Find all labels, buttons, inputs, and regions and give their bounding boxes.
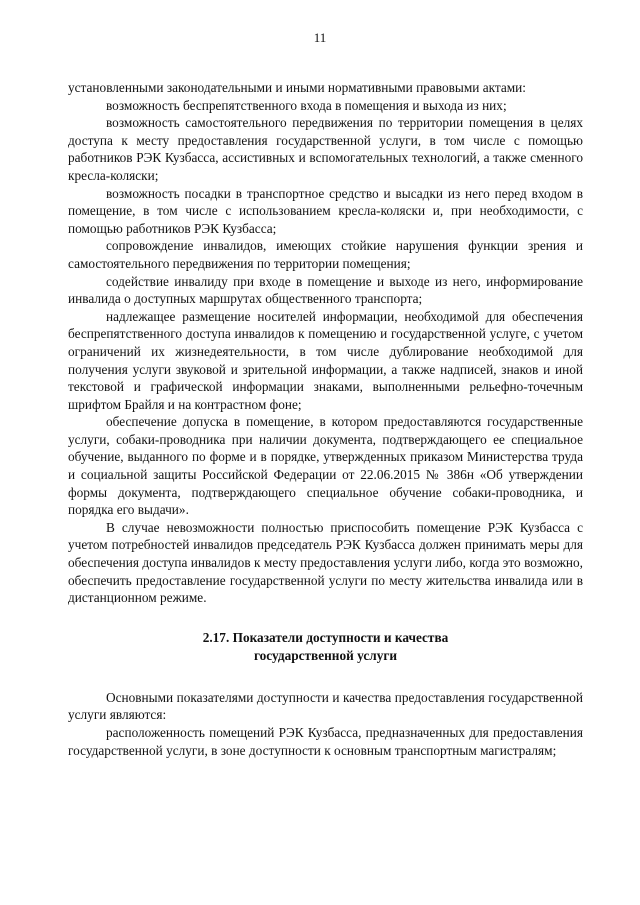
page-number: 11 bbox=[313, 30, 327, 45]
section-heading-line: 2.17. Показатели доступности и качества bbox=[202, 629, 449, 645]
paragraph: сопровождение инвалидов, имеющих стойкие нарушения функции зрения и самостоятельного передвижения по территории помещения; bbox=[68, 238, 583, 271]
section-heading bbox=[68, 629, 583, 665]
document-body bbox=[68, 79, 583, 759]
paragraph: возможность самостоятельного передвижения по территории помещения в целях доступа к месту предоставления государственной услуги, в том числе с помощью работников РЭК Кузбасса, ассистивных и вспомогательных технологий, а также сменного кресла-коляски; bbox=[68, 115, 583, 183]
paragraph: содействие инвалиду при входе в помещение и выходе из него, информирование инвалида о доступных маршрутах общественного транспорта; bbox=[68, 273, 583, 307]
paragraph: возможность беспрепятственного входа в помещения и выхода из них; bbox=[106, 97, 507, 113]
paragraph: Основными показателями доступности и качества предоставления государственной услуги являются: bbox=[68, 689, 583, 723]
paragraph: обеспечение допуска в помещение, в котором предоставляются государственные услуги, собаки-проводника при наличии документа, подтверждающего ее специальное обучение, выданного по форме и в порядке, утвержденных приказом Министерства труда и социальной защиты Российской Федерации от 22.06.2015 № 386н «Об утверждении формы документа, подтверждающего специальное обучение собаки-проводника, и порядка его выдачи». bbox=[68, 414, 583, 518]
paragraph: надлежащее размещение носителей информации, необходимой для обеспечения беспрепятственного доступа инвалидов к помещению и государственной услуге, с учетом ограничений их жизнедеятельности, в том числе дублирование необходимой для получения услуги звуковой и зрительной информации, а также надписей, знаков и иной текстовой и графической информации знаками, выполненными рельефно-точечным шрифтом Брайля и на контрастном фоне; bbox=[68, 308, 583, 412]
paragraph: В случае невозможности полностью приспособить помещение РЭК Кузбасса с учетом потребностей инвалидов председатель РЭК Кузбасса должен принимать меры для обеспечения доступа инвалидов к месту предоставления услуги либо, когда это возможно, обеспечить предоставление государственной услуги по месту жительства инвалида или в дистанционном режиме. bbox=[68, 519, 583, 606]
paragraph: установленными законодательными и иными нормативными правовыми актами: bbox=[68, 80, 526, 95]
section-heading-line: государственной услуги bbox=[253, 647, 398, 663]
paragraph: расположенность помещений РЭК Кузбасса, предназначенных для предоставления государственной услуги, в зоне доступности к основным транспортным магистралям; bbox=[68, 725, 583, 758]
paragraph: возможность посадки в транспортное средство и высадки из него перед входом в помещение, в том числе с использованием кресла-коляски и, при необходимости, с помощью работников РЭК Кузбасса; bbox=[68, 185, 583, 236]
